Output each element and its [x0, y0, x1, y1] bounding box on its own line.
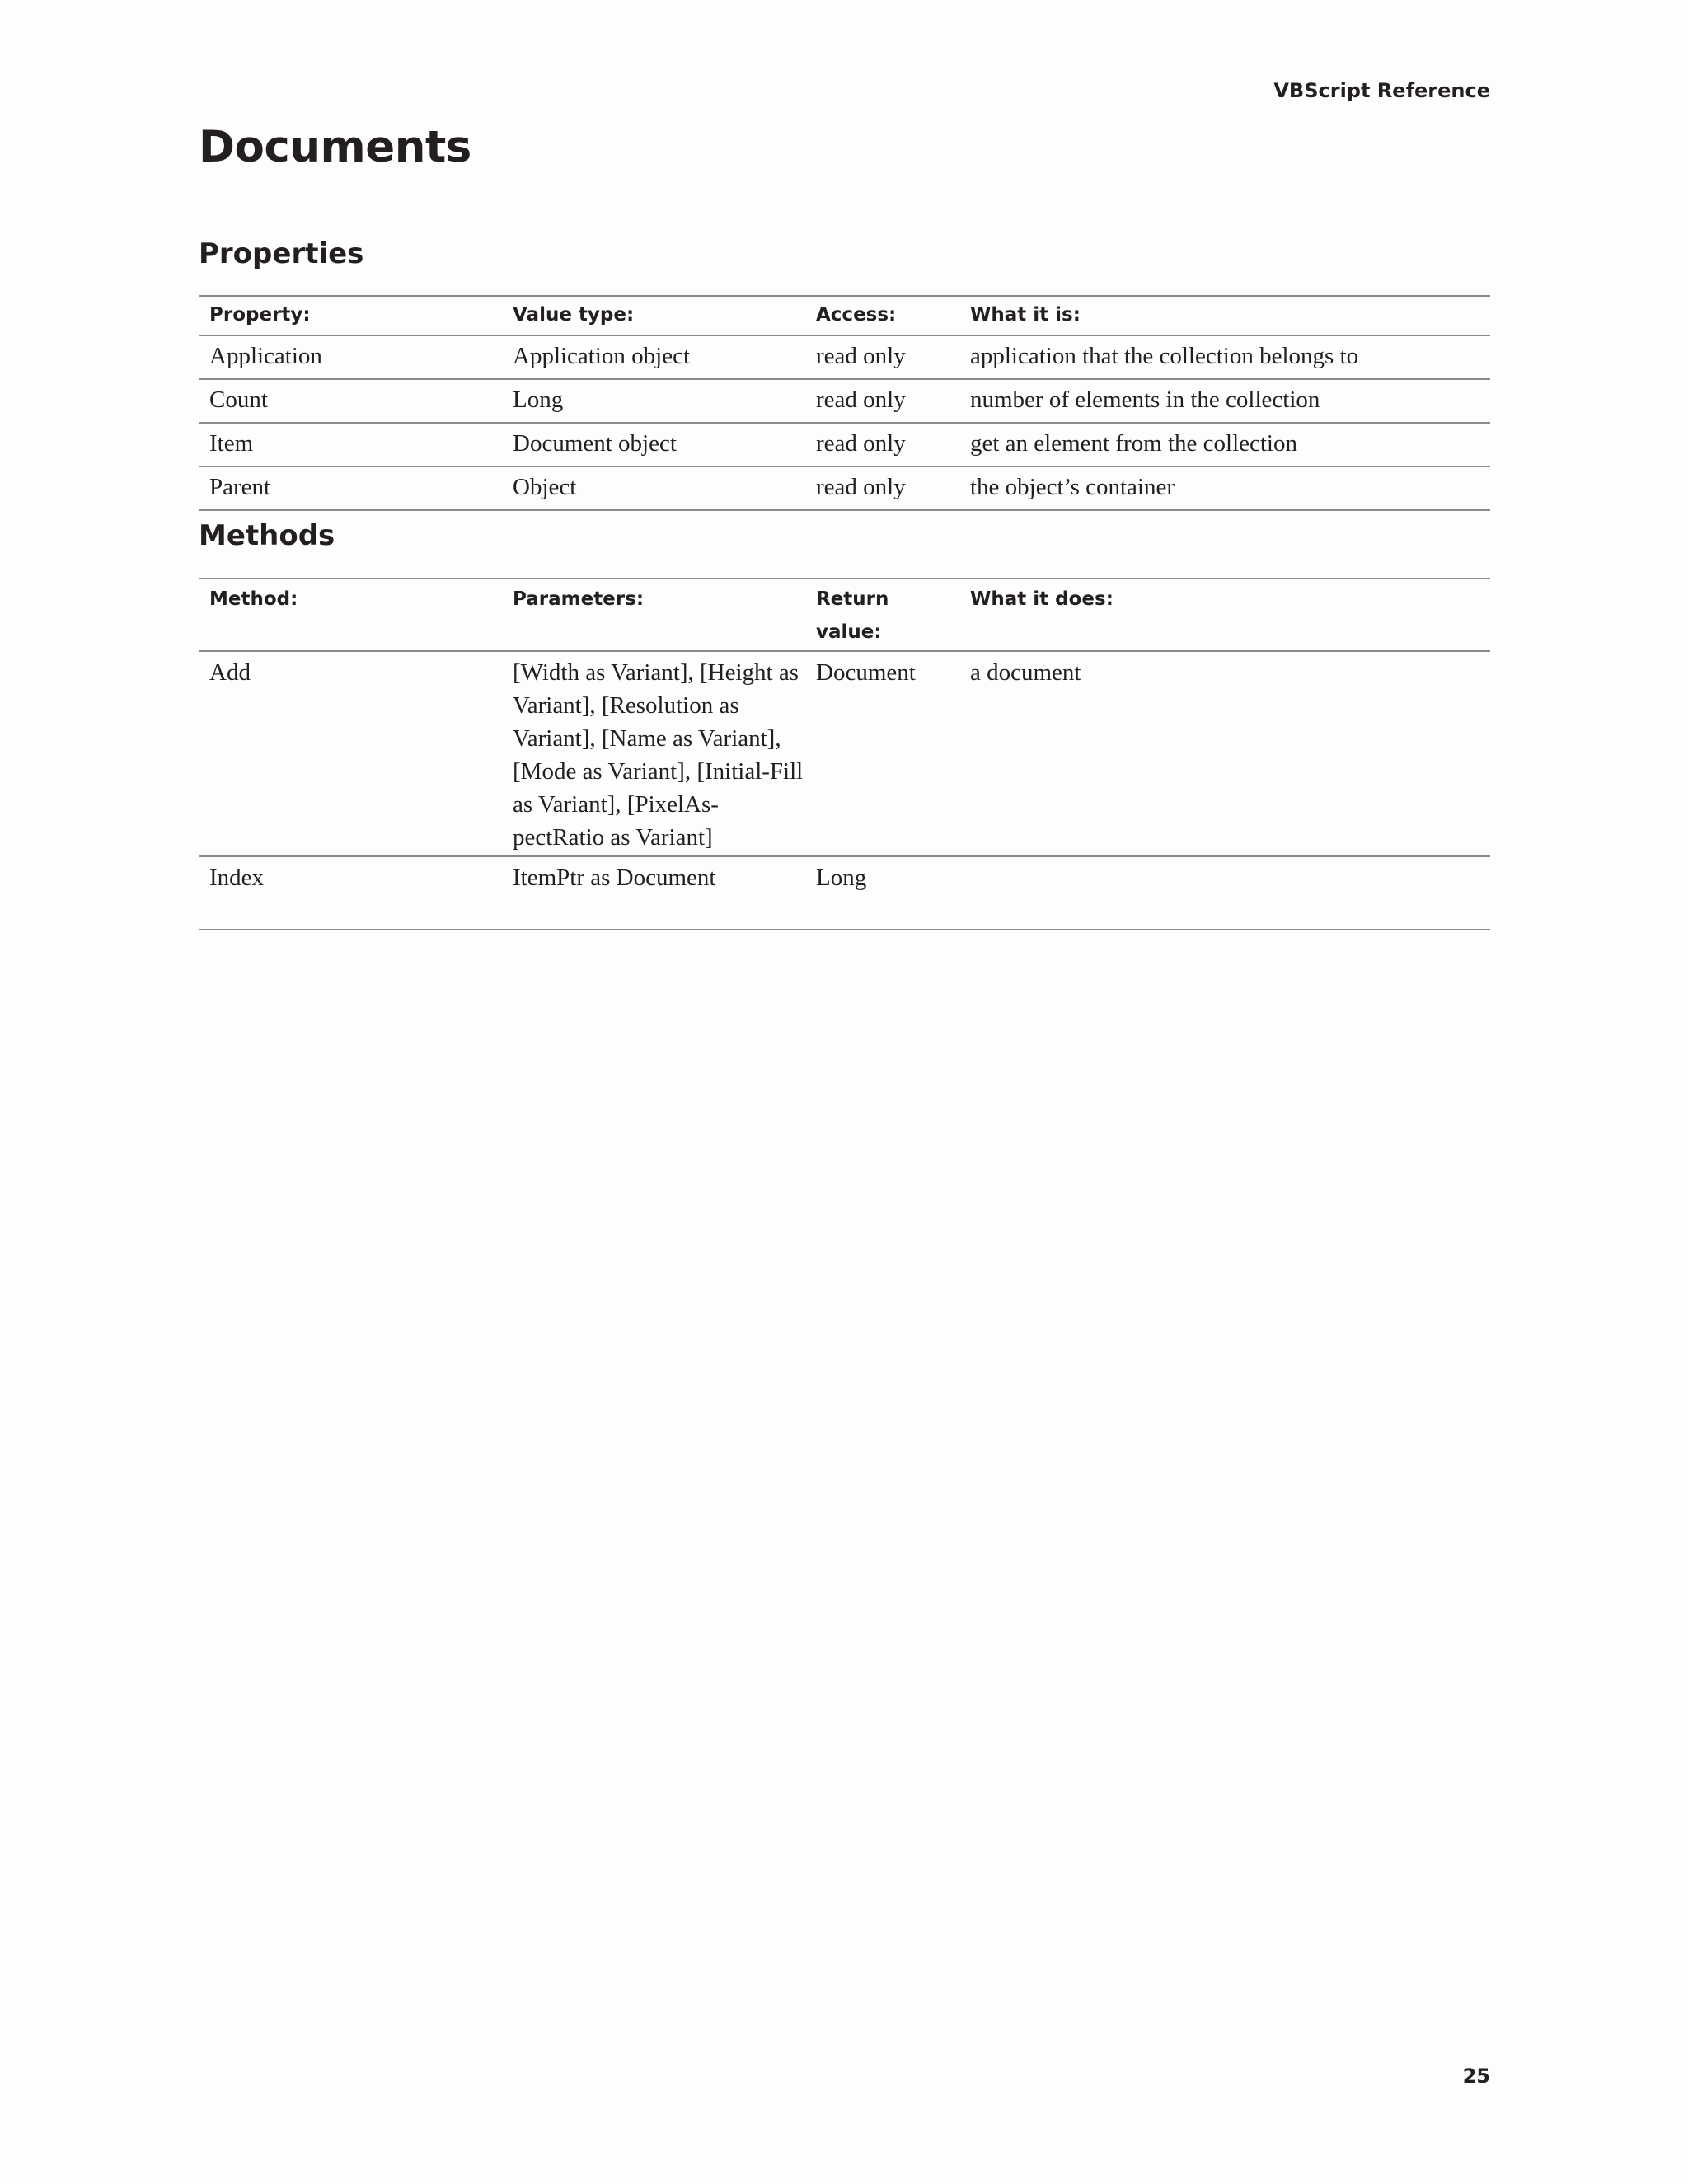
property-access: read only — [805, 379, 959, 423]
table-row — [199, 856, 1490, 930]
column-header-property: Property: — [199, 296, 502, 335]
properties-heading: Properties — [199, 237, 364, 270]
table-row — [199, 466, 1490, 510]
column-header-access: Access: — [805, 296, 959, 335]
table-header-row — [199, 579, 1490, 651]
column-header-parameters: Parameters: — [502, 579, 805, 651]
page-number: 25 — [1462, 2064, 1490, 2088]
method-name: Index — [199, 856, 502, 930]
property-value-type: Long — [502, 379, 805, 423]
property-description: the object’s container — [959, 466, 1490, 510]
properties-table — [199, 295, 1490, 511]
property-name: Item — [199, 423, 502, 466]
table-row — [199, 379, 1490, 423]
property-description: application that the collection belongs to — [959, 335, 1490, 379]
property-access: read only — [805, 423, 959, 466]
method-return-value: Long — [805, 856, 959, 930]
property-value-type: Application object — [502, 335, 805, 379]
column-header-what-it-is: What it is: — [959, 296, 1490, 335]
running-header: VBScript Reference — [1273, 79, 1490, 102]
column-header-method: Method: — [199, 579, 502, 651]
table-row — [199, 423, 1490, 466]
table-header-row — [199, 296, 1490, 335]
method-description — [959, 856, 1490, 930]
property-access: read only — [805, 335, 959, 379]
property-value-type: Object — [502, 466, 805, 510]
property-description: number of elements in the collection — [959, 379, 1490, 423]
property-access: read only — [805, 466, 959, 510]
method-parameters: ItemPtr as Document — [502, 856, 805, 930]
page-title: Documents — [199, 122, 471, 172]
method-return-value: Document — [805, 651, 959, 856]
methods-heading: Methods — [199, 519, 335, 552]
method-parameters: [Width as Variant], [Height as Variant], [Resolution as Variant], [Name as Variant], [Mode as Variant], [Initial-Fill as Variant], [PixelAs-pectRatio as Variant] — [502, 651, 805, 856]
methods-table — [199, 578, 1490, 930]
method-description: a document — [959, 651, 1490, 856]
column-header-what-it-does: What it does: — [959, 579, 1490, 651]
table-row — [199, 335, 1490, 379]
property-name: Parent — [199, 466, 502, 510]
property-name: Application — [199, 335, 502, 379]
property-description: get an element from the collection — [959, 423, 1490, 466]
table-row — [199, 651, 1490, 856]
property-value-type: Document object — [502, 423, 805, 466]
property-name: Count — [199, 379, 502, 423]
column-header-value-type: Value type: — [502, 296, 805, 335]
method-name: Add — [199, 651, 502, 856]
column-header-return-value: Return value: — [805, 579, 959, 651]
